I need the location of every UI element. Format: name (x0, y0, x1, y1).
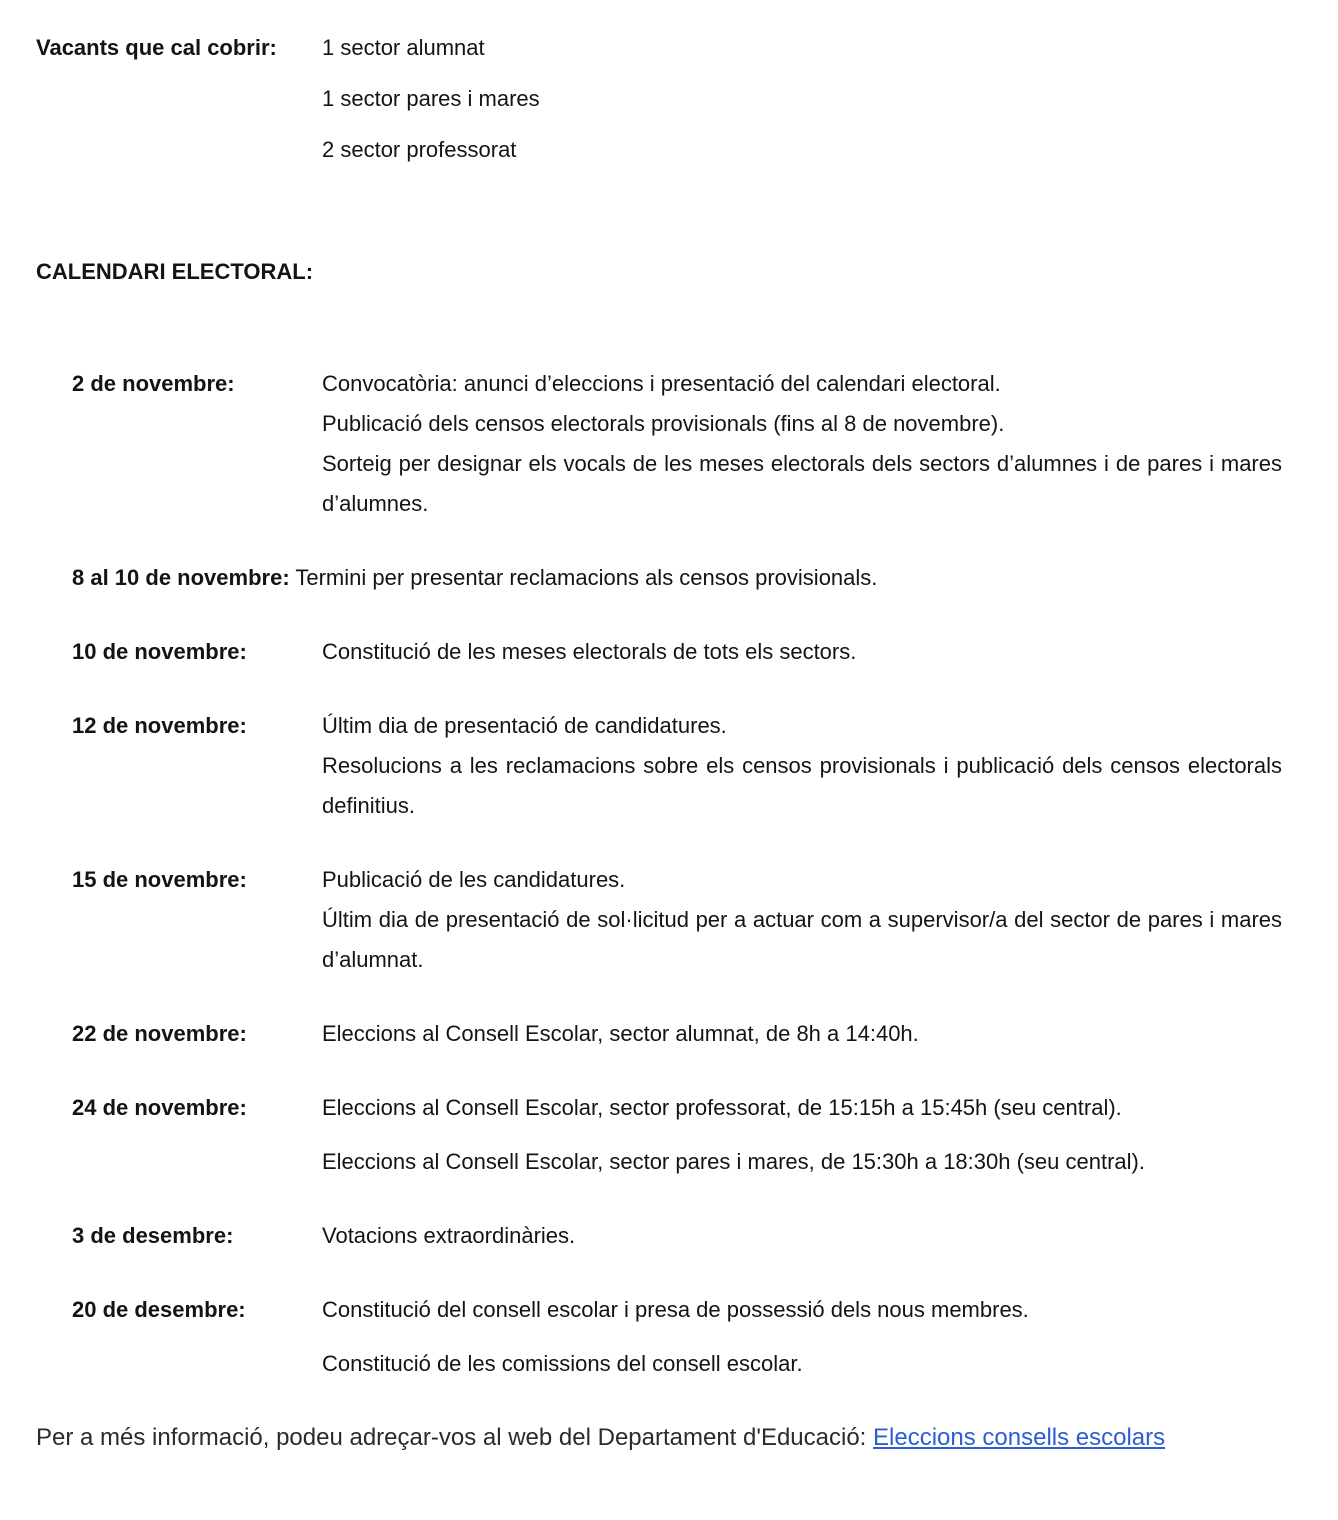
entry-paragraph: Constitució de les comissions del consell escolar. (322, 1351, 803, 1376)
footer-text: Per a més informació, podeu adreçar-vos al web del Departament d'Educació: (36, 1424, 874, 1451)
entry-date: 22 de novembre: (72, 1021, 247, 1046)
vacancies-list (322, 28, 540, 181)
vacancy-item: 2 sector professorat (322, 137, 517, 162)
calendar-entry (36, 558, 1282, 598)
calendar-entries (36, 364, 1282, 1384)
entry-date: 12 de novembre: (72, 713, 247, 738)
entry-content (322, 1014, 1282, 1054)
vacancy-item: 1 sector pares i mares (322, 86, 540, 111)
calendar-entry (36, 364, 1282, 524)
entry-content (322, 1216, 1282, 1256)
entry-date: 3 de desembre: (72, 1223, 234, 1248)
entry-paragraph: Constitució de les meses electorals de tots els sectors. (322, 639, 857, 664)
footer (36, 1418, 1282, 1458)
entry-paragraph: Sorteig per designar els vocals de les meses electorals dels sectors d’alumnes i de pares i mares d’alumnes. (322, 451, 1282, 516)
entry-content (322, 1290, 1282, 1384)
entry-date: 8 al 10 de novembre: (72, 565, 290, 590)
calendar-entry (36, 1216, 1282, 1256)
entry-paragraph: Votacions extraordinàries. (322, 1223, 576, 1248)
entry-paragraph: Eleccions al Consell Escolar, sector alumnat, de 8h a 14:40h. (322, 1021, 919, 1046)
calendar-entry (36, 1088, 1282, 1182)
vacancies-label: Vacants que cal cobrir: (36, 35, 277, 60)
calendar-entry (36, 706, 1282, 826)
entry-paragraph: Eleccions al Consell Escolar, sector pares i mares, de 15:30h a 18:30h (seu central). (322, 1149, 1145, 1174)
entry-content (322, 632, 1282, 672)
entry-paragraph: Termini per presentar reclamacions als censos provisionals. (295, 565, 878, 590)
entry-paragraph: Constitució del consell escolar i presa de possessió dels nous membres. (322, 1297, 1029, 1322)
entry-content (322, 706, 1282, 826)
entry-paragraph: Resolucions a les reclamacions sobre els censos provisionals i publicació dels censos electorals definitius. (322, 753, 1282, 818)
entry-paragraph: Eleccions al Consell Escolar, sector professorat, de 15:15h a 15:45h (seu central). (322, 1095, 1122, 1120)
calendar-entry (36, 860, 1282, 980)
entry-date: 10 de novembre: (72, 639, 247, 664)
entry-paragraph: Últim dia de presentació de candidatures. (322, 713, 727, 738)
entry-date: 24 de novembre: (72, 1095, 247, 1120)
entry-paragraph: Publicació dels censos electorals provisionals (fins al 8 de novembre). (322, 411, 1005, 436)
entry-content (322, 860, 1282, 980)
entry-paragraph: Últim dia de presentació de sol·licitud per a actuar com a supervisor/a del sector de pares i mares d’alumnat. (322, 907, 1282, 972)
footer-link[interactable]: Eleccions consells escolars (873, 1424, 1166, 1451)
vacancies-section (36, 28, 1282, 181)
calendar-entry (36, 1290, 1282, 1384)
entry-paragraph: Convocatòria: anunci d’eleccions i presentació del calendari electoral. (322, 371, 1001, 396)
entry-date: 15 de novembre: (72, 867, 247, 892)
entry-date: 20 de desembre: (72, 1297, 246, 1322)
calendar-entry (36, 1014, 1282, 1054)
vacancy-item: 1 sector alumnat (322, 35, 485, 60)
entry-date: 2 de novembre: (72, 371, 235, 396)
calendar-entry (36, 632, 1282, 672)
entry-paragraph: Publicació de les candidatures. (322, 867, 626, 892)
calendar-heading: CALENDARI ELECTORAL: (36, 259, 314, 284)
entry-content (322, 1088, 1282, 1182)
entry-content (322, 364, 1282, 524)
